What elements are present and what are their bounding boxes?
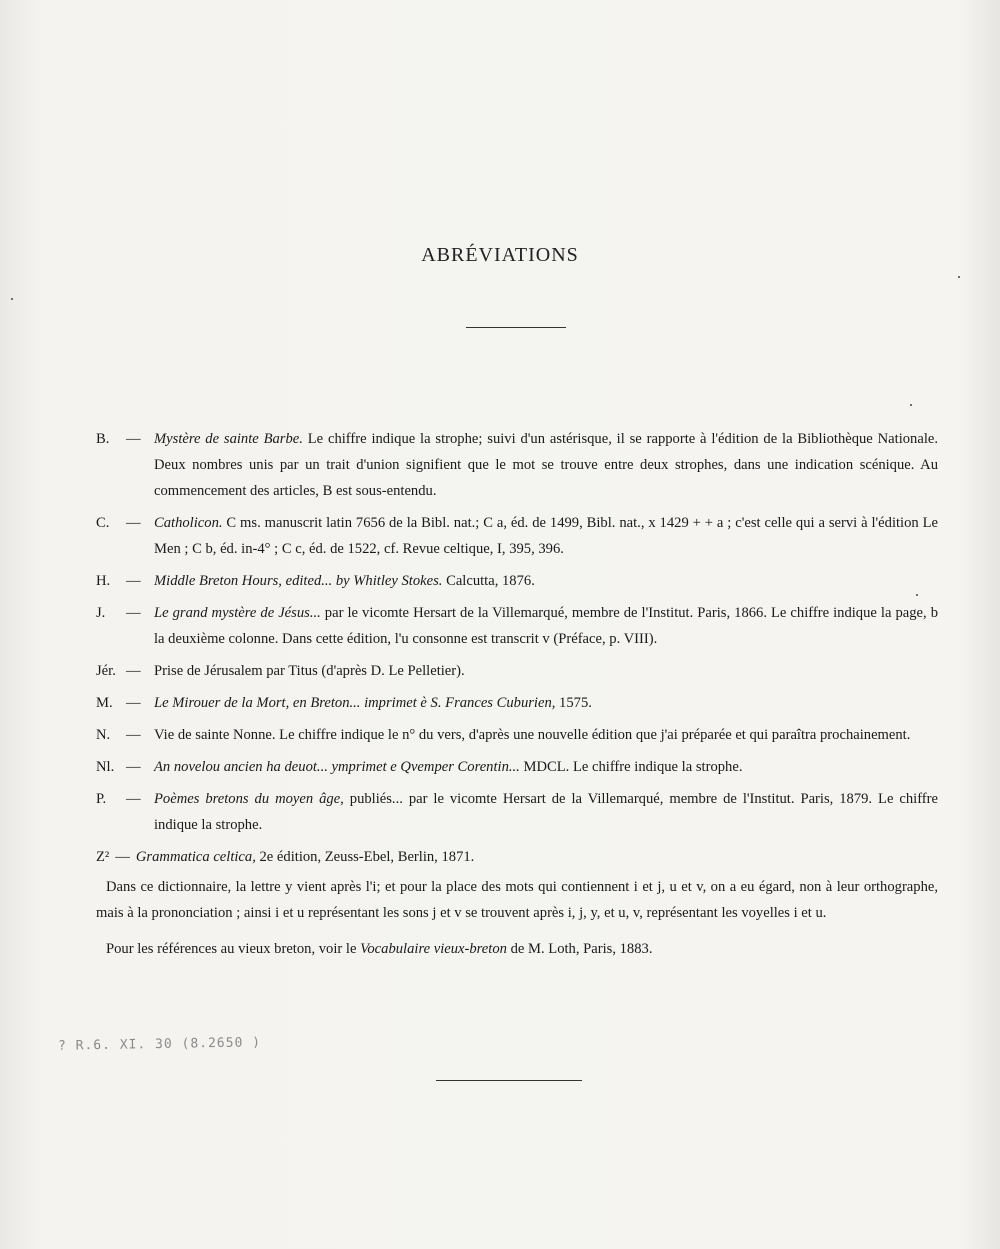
entry-text: Vie de sainte Nonne. Le chiffre indique le n° du vers, d'après une nouvelle édition que j'ai préparée et qui paraîtra prochainement. — [154, 727, 911, 743]
entry-abbr: Jér. — [96, 663, 116, 679]
entry-title: Middle Breton Hours, edited... by Whitley Stokes. — [154, 573, 443, 589]
entry-dash: — — [126, 663, 141, 679]
list-item — [96, 722, 938, 748]
entry-abbr: C. — [96, 515, 110, 531]
speck — [916, 594, 918, 596]
list-item-z2 — [96, 844, 938, 870]
entry-title: An novelou ancien ha deuot... ymprimet e Qvemper Corentin... — [154, 759, 520, 775]
list-item — [96, 600, 938, 652]
entry-abbr: M. — [96, 695, 113, 711]
entry-title: Le Mirouer de la Mort, en Breton... imprimet è S. Frances Cuburien, — [154, 695, 556, 711]
page-title: ABRÉVIATIONS — [421, 244, 579, 266]
entry-body — [154, 600, 938, 652]
entry-abbr: Z² — [96, 849, 110, 865]
entry-text: par le vicomte Hersart de la Villemarqué, membre de l'Institut. Paris, 1866. Le chiffre indique la page, b la deuxième colonne. Dans cette édition, l'u consonne est transcrit v (Préface, p. VIII). — [154, 605, 938, 647]
entry-body — [154, 690, 938, 716]
entry-dash: — — [126, 605, 141, 621]
entry-text: C ms. manuscrit latin 7656 de la Bibl. nat.; C a, éd. de 1499, Bibl. nat., x 1429 + + a ; c'est celle qui a servi à l'édition Le Men ; C b, éd. in-4° ; C c, éd. de 1522, cf. Revue celtique, I, 395, 396. — [154, 515, 938, 557]
entry-dash: — — [115, 849, 130, 865]
entry-title: Catholicon. — [154, 515, 223, 531]
para-text: de M. Loth, Paris, 1883. — [506, 941, 653, 957]
entry-dash: — — [126, 759, 141, 775]
entry-abbr: Nl. — [96, 759, 115, 775]
entry-body — [154, 722, 938, 748]
entry-text: 2e édition, Zeuss-Ebel, Berlin, 1871. — [255, 849, 475, 865]
handwritten-shelfmark: ? R.6. XI. 30 (8.2650 ) — [57, 1035, 262, 1054]
entry-body — [154, 426, 938, 504]
entry-text: MDCL. Le chiffre indique la strophe. — [519, 759, 743, 775]
list-item — [96, 690, 938, 716]
entry-dash: — — [126, 573, 141, 589]
entry-body — [154, 658, 938, 684]
entry-abbr: B. — [96, 431, 110, 447]
para-title: Vocabulaire vieux-breton — [360, 941, 507, 957]
entry-body — [154, 568, 938, 594]
speck — [11, 298, 13, 300]
list-item — [96, 510, 938, 562]
entry-body — [154, 786, 938, 838]
entry-text: publiés... par le vicomte Hersart de la Villemarqué, membre de l'Institut. Paris, 1879. Le chiffre indique la strophe. — [154, 791, 938, 833]
list-item — [96, 786, 938, 838]
entry-dash: — — [126, 791, 141, 807]
closing-rule — [436, 1080, 582, 1081]
entry-abbr: H. — [96, 573, 111, 589]
entry-text: 1575. — [555, 695, 592, 711]
entry-text: Le chiffre indique la strophe; suivi d'un astérisque, il se rapporte à l'édition de la Bibliothèque Nationale. Deux nombres unis par un trait d'union signifient que le mot se trouve entre deux strophes, dans une indication scénique. Au commencement des articles, B est sous-entendu. — [154, 431, 939, 499]
speck — [958, 276, 960, 278]
abbreviation-list — [96, 426, 938, 972]
entry-body — [154, 510, 938, 562]
list-item — [96, 658, 938, 684]
entry-text: Calcutta, 1876. — [442, 573, 535, 589]
entry-title: Mystère de sainte Barbe. — [154, 431, 303, 447]
entry-title: Grammatica celtica, — [135, 849, 256, 865]
list-item — [96, 426, 938, 504]
entry-dash: — — [126, 515, 141, 531]
list-item — [96, 568, 938, 594]
title-rule — [466, 327, 566, 328]
speck — [910, 404, 912, 406]
entry-body — [154, 754, 938, 780]
para-text: Pour les références au vieux breton, voir le — [106, 941, 361, 957]
entry-text: Prise de Jérusalem par Titus (d'après D. Le Pelletier). — [154, 663, 465, 679]
entry-title: Poèmes bretons du moyen âge, — [154, 791, 344, 807]
entry-abbr: J. — [96, 605, 106, 621]
entry-dash: — — [126, 431, 141, 447]
list-item — [96, 754, 938, 780]
note-paragraph-ordering: Dans ce dictionnaire, la lettre y vient après l'i; et pour la place des mots qui contiennent i et j, u et v, on a eu égard, non à leur orthographe, mais à la prononciation ; ainsi i et u représentant les sons j et v se trouvent après i, j, y, et u, v, représentant les voyelles i et u. — [96, 879, 938, 921]
entry-abbr: N. — [96, 727, 111, 743]
entry-dash: — — [126, 695, 141, 711]
entry-abbr: P. — [96, 791, 107, 807]
entry-title: Le grand mystère de Jésus... — [154, 605, 321, 621]
entry-dash: — — [126, 727, 141, 743]
note-paragraph-references — [96, 936, 938, 962]
